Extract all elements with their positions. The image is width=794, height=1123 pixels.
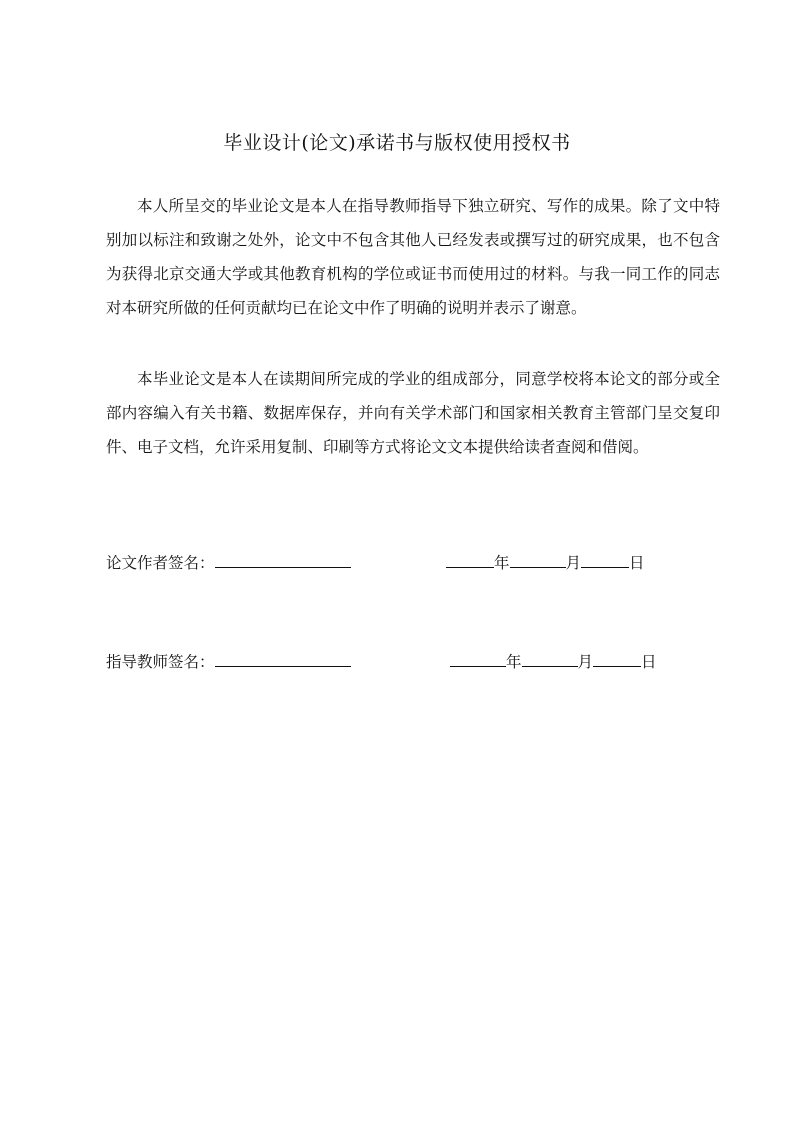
author-signature-line[interactable] <box>215 549 351 568</box>
page-title: 毕业设计(论文)承诺书与版权使用授权书 <box>223 132 571 154</box>
author-signature-row <box>106 549 645 575</box>
author-day-blank[interactable] <box>581 549 629 568</box>
advisor-date <box>450 648 657 674</box>
author-month-blank[interactable] <box>510 549 566 568</box>
advisor-signature-line[interactable] <box>215 648 351 667</box>
authorization-paragraph: 本毕业论文是本人在读期间所完成的学业的组成部分，同意学校将本论文的部分或全部内容编入有关书籍、数据库保存，并向有关学术部门和国家相关教育主管部门呈交复印件、电子文档，允许采用复制、印刷等方式将论文文本提供给读者查阅和借阅。 <box>106 370 720 456</box>
author-day-label: 日 <box>629 554 645 572</box>
commitment-paragraph: 本人所呈交的毕业论文是本人在指导教师指导下独立研究、写作的成果。除了文中特别加以标注和致谢之处外，论文中不包含其他人已经发表或撰写过的研究成果，也不包含为获得北京交通大学或其他教育机构的学位或证书而使用过的材料。与我一同工作的同志对本研究所做的任何贡献均已在论文中作了明确的说明并表示了谢意。 <box>106 197 720 317</box>
author-month-label: 月 <box>565 554 582 572</box>
author-year-label: 年 <box>494 554 510 572</box>
advisor-year-blank[interactable] <box>450 648 506 667</box>
advisor-year-label: 年 <box>506 653 522 671</box>
author-year-blank[interactable] <box>446 549 494 568</box>
advisor-month-label: 月 <box>577 653 594 671</box>
author-signature-label: 论文作者签名： <box>106 554 215 572</box>
advisor-day-blank[interactable] <box>593 648 641 667</box>
advisor-month-blank[interactable] <box>522 648 578 667</box>
advisor-signature-row <box>106 648 657 674</box>
author-date <box>446 549 645 575</box>
advisor-day-label: 日 <box>641 653 657 671</box>
advisor-signature-label: 指导教师签名： <box>106 653 215 671</box>
